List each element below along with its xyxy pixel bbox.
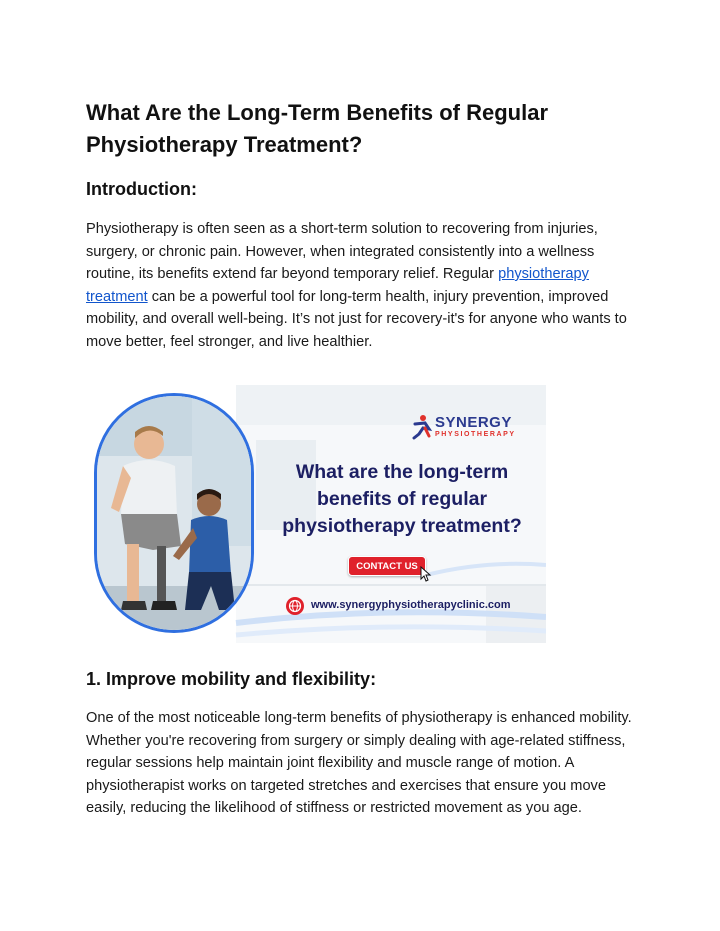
intro-paragraph [86,218,646,353]
intro-text-end: can be a powerful tool for long-term health, injury prevention, improved mobility, and overall well-being. It’s not just for recovery-it's for anyone who wants to move better, feel stronger, and live healthier. [86,288,627,350]
section-1-paragraph: One of the most noticeable long-term benefits of physiotherapy is enhanced mobility. Whether you're recovering from surgery or simply dealing with age-related stiffness, regular sessions help maintain joint flexibility and muscle range of motion. A physiotherapist works on targeted stretches and exercises that ensure you move easily, reducing the likelihood of stiffness or restricted movement as you age. [86,710,632,816]
patient-therapist-photo [94,393,254,633]
section-1-heading: 1. Improve mobility and flexibility: [86,669,377,689]
contact-us-button: CONTACT US [348,556,426,576]
synergy-logo [411,412,521,442]
brand-name: SYNERGY [435,414,512,431]
globe-icon [286,597,304,615]
brand-subtitle: PHYSIOTHERAPY [435,431,516,438]
runner-logo-icon [411,414,433,440]
therapy-session-illustration [97,396,254,633]
intro-text-start: Physiotherapy is often seen as a short-term solution to recovering from injuries, surgery, or chronic pain. However, when integrated consistently into a wellness routine, its benefits extend far beyond temporary relief. Regular [86,221,598,282]
website-url: www.synergyphysiotherapyclinic.com [311,599,511,611]
page-title: What Are the Long-Term Benefits of Regular Physiotherapy Treatment? [86,100,549,157]
intro-heading: Introduction: [86,179,197,199]
article-banner-image [86,385,546,643]
banner-headline: What are the long-term benefits of regular physiotherapy treatment? [282,461,522,537]
physiotherapy-treatment-link[interactable]: physiotherapy treatment [86,266,589,305]
pointer-cursor-icon [419,566,433,582]
